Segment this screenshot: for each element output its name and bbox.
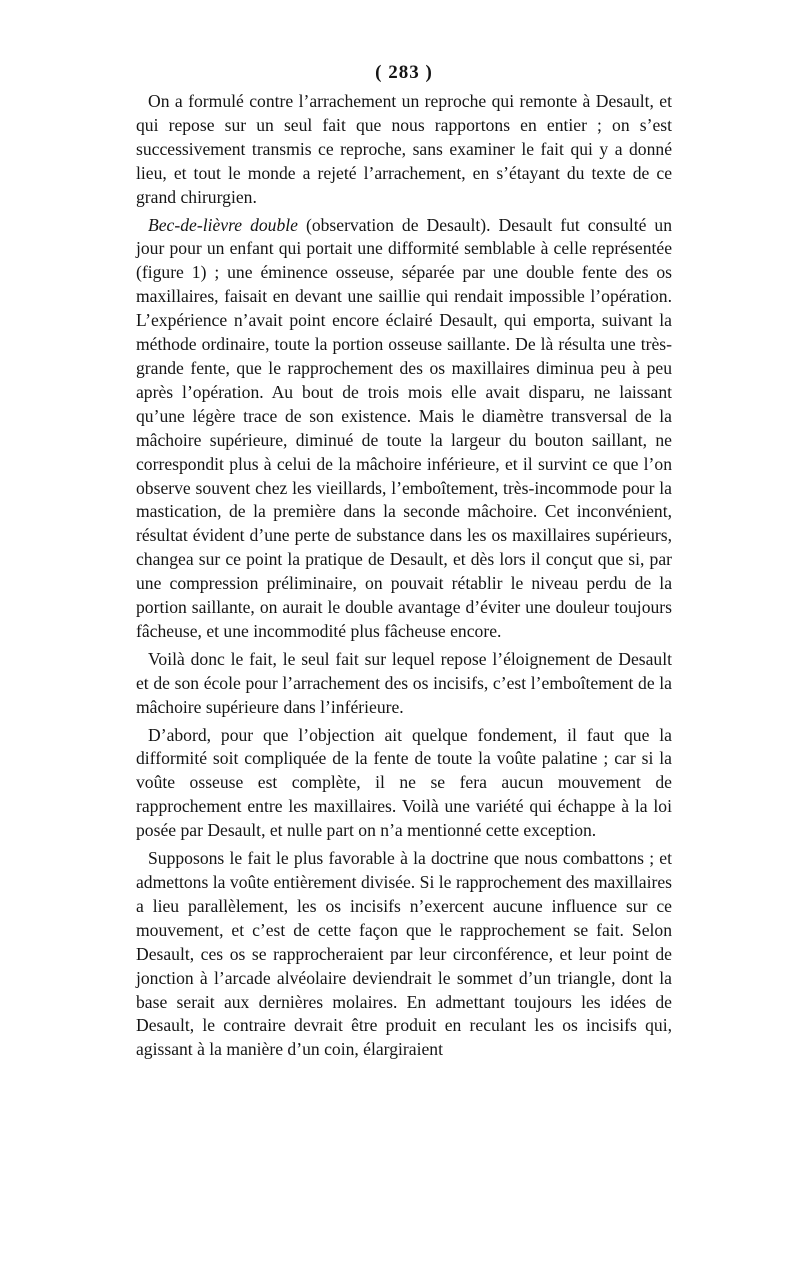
paragraph-2-lead: Bec-de-lièvre double: [148, 214, 298, 235]
book-page: [136, 56, 672, 1062]
paragraph-2-text: (observation de Desault). Desault fut consulté un jour pour un enfant qui portait une difformité semblable à celle représentée (figure 1) ; une éminence osseuse, séparée par une double fente des os maxillaires, faisait en devant une saillie qui rendait impossible l’opération. L’expérience n’avait point encore éclairé Desault, qui emporta, suivant la méthode ordinaire, toute la portion osseuse saillante. De là résulta une très-grande fente, que le rapprochement des os maxillaires diminua peu à peu après l’opération. Au bout de trois mois elle avait disparu, ne laissant qu’une légère trace de son existence. Mais le diamètre transversal de la mâchoire supérieure, diminué de toute la largeur du bouton saillant, ne correspondit plus à celui de la mâchoire inférieure, et il survint ce que l’on observe souvent chez les vieillards, l’emboîtement, très-incommode pour la mastication, de la première dans la seconde mâchoire. Cet inconvénient, résultat évident d’une perte de substance dans les os maxillaires supérieurs, changea sur ce point la pratique de Desault, et dès lors il conçut que si, par une compression préliminaire, on pouvait rétablir le niveau perdu de la portion saillante, on aurait le double avantage d’éviter une douleur toujours fâcheuse, et une incommodité plus fâcheuse encore.: [136, 214, 672, 641]
paragraph-3: Voilà donc le fait, le seul fait sur lequel repose l’éloignement de Desault et de son école pour l’arrachement des os incisifs, c’est l’emboîtement de la mâchoire supérieure dans l’inférieure.: [136, 648, 672, 717]
paragraph-2: [136, 214, 672, 644]
page-number: ( 283 ): [375, 62, 433, 83]
paragraph-1: On a formulé contre l’arrachement un reproche qui remonte à Desault, et qui repose sur un seul fait que nous rapportons en entier ; on s’est successivement transmis ce reproche, sans examiner le fait qui y a donné lieu, et tout le monde a rejeté l’arrachement, en s’étayant du texte de ce grand chirurgien.: [136, 91, 672, 207]
paragraph-4: D’abord, pour que l’objection ait quelque fondement, il faut que la difformité soit compliquée de la fente de toute la voûte palatine ; car si la voûte osseuse est complète, il ne se fera aucun mouvement de rapprochement entre les maxillaires. Voilà une variété qui échappe à la loi posée par Desault, et nulle part on n’a mentionné cette exception.: [136, 724, 672, 841]
paragraph-5: Supposons le fait le plus favorable à la doctrine que nous combattons ; et admettons la voûte entièrement divisée. Si le rapprochement des maxillaires a lieu parallèlement, les os incisifs n’exercent aucune influence sur ce mouvement, et c’est de cette façon que le rapprochement se fait. Selon Desault, ces os se rapprocheraient par leur circonférence, et leur point de jonction à l’arcade alvéolaire deviendrait le sommet d’un triangle, dont la base serait aux dernières molaires. En admettant toujours les idées de Desault, le contraire devrait être produit en reculant les os incisifs qui, agissant à la manière d’un coin, élargiraient: [136, 848, 672, 1060]
